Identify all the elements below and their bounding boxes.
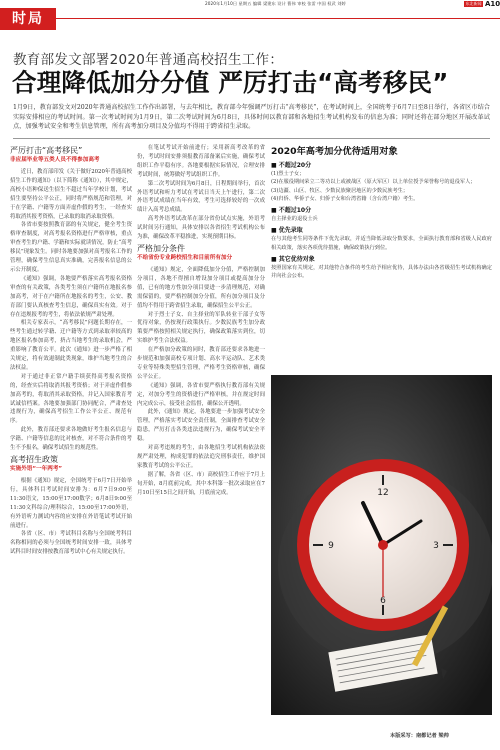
paragraph: 在笔试考试开始前进行；采用新高考改革的省份，考试时间安排须报教育部备案后实施，确保考试组织工作平稳有序。各地要根据实际情况，合理安排考试时间，统筹做好考试组织工作。: [137, 145, 265, 178]
bullet-heading: ■ 优先录取: [271, 227, 303, 235]
paragraph: 此外，教育部还要求各地做好考生报名信息与学籍、户籍等信息的比对核查，对不符合条件的考生不予报名，确保考试招生的规范性。: [10, 427, 132, 452]
article-headline: 合理降低加分分值 严厉打击“高考移民”: [12, 68, 449, 97]
subsection-heading: 严厉打击“高考移民”: [10, 146, 83, 155]
paragraph: 对于通过非正常户籍手续获得高考报名资格的，经查实后将取消其报考资格；对于弄虚作假参加高考的，将取消其录取资格，并记入国家教育考试诚信档案。各地要加强部门协同配合，严肃查处违规行为，确保高考招生工作公平公正、规范有序。: [10, 373, 132, 425]
column-1: [10, 144, 132, 557]
list-item: 按照国家有关规定，对其他符合条件的考生给予相应优待，具体办法由各省级招生考试机构确定并向社会公布。: [271, 265, 492, 280]
list-item: (4)归侨、华侨子女、归侨子女和台湾省籍（含台湾户籍）考生。: [271, 195, 419, 202]
paragraph: 高考外语考试改革在部分省份试点实施，外语考试时间另行通知，具体安排以各省招生考试机构公布为准，确保改革平稳推进，实现预期目标。: [137, 216, 265, 241]
page-number: A10: [485, 0, 500, 8]
clock-exam-illustration: [271, 375, 492, 715]
divider: [13, 138, 490, 139]
list-item: (3)边疆、山区、牧区、少数民族聚居地区的少数民族考生；: [271, 187, 409, 194]
bullet-heading: ■ 不超过10分: [271, 207, 312, 215]
issue-meta: 2020年1月10日 星期五 编辑 梁建东 设计 曹伟 审校 张雷 中国 权武 刘婷: [205, 1, 346, 6]
paragraph: 对高考违规的考生，由各地招生考试机构依法依规严肃处理，构成犯罪的依法追究刑事责任，维护国家教育考试的公平公正。: [137, 445, 265, 469]
article-lead: 1月9日，教育部发文对2020年普通高校招生工作作出部署，与去年相比，教育部今年强调严厉打击“高考移民”，在考试时间上，全国统考于6月7日至8日举行，各省区市结合实际安排相应的考试时间。第一次考试时间为1月9日，第二次考试时间为6月8日，具体时间以教育部和各地招生考试机构发布的信息为准；同时还将在部分地区开展改革试点，加强考试安全和考生信息管理，所有高考加分项目及分值均不得用于跨省招生录取。: [13, 104, 490, 131]
paragraph: 近日，教育部印发《关于做好2020年普通高校招生工作的通知》（以下简称《通知》），其中规定，高校小语种保送生招生不超过当年学校计划，考试招生要坚持公平公正，同时将严格规范和管理，对于在学籍、户籍等方面弄虚作假的考生，一经查实将取消其报考资格，已录取的取消录取资格。: [10, 169, 132, 220]
paragraph: 在严格加分政策的同时，教育部还要求各地进一步规范和加强高校专项计划、高水平运动队、艺术类专业等特殊类型招生管理，严格考生资格审核，确保公平公正。: [137, 347, 265, 380]
paragraph: 据了解，各省（区、市）高校招生工作应于7月上旬开始，8月底前完成，其中本科第一批次录取应在7月10日至15日之间开始，月底前完成。: [137, 471, 265, 496]
subsection-kicker: 非应届毕业等五类人员不得参加高考: [10, 157, 100, 163]
list-item: (2)在服役期间荣立二等功以上或被战区（原大军区）以上单位授予荣誉称号的退役军人；: [271, 179, 476, 186]
svg-text:12: 12: [377, 488, 389, 498]
subsection-heading: 高考招生政策: [10, 455, 58, 464]
paragraph: 《通知》强调，各地要严格落实高考报名资格审查的有关政策，各类考生须在户籍所在地报名参加高考，对于在户籍所在地报名的考生，公安、教育部门要认真核查考生信息，确保真实有效。对于存在违规报考的考生，将依法依规严肃处理。: [10, 275, 132, 318]
sidebar-title: 2020年高考加分优待适用对象: [271, 146, 398, 157]
paragraph: 各省（区、市）考试科目名称与全国统考科目名称相同的必须与全国统考时间安排一致，具体考试科目时间安排按教育部考试中心有关规定执行。: [10, 531, 132, 556]
outlet-tag: 东北新闻网: [465, 1, 482, 12]
list-item: 在与其他考生同等条件下优先录取，并适当降低录取分数要求，全面执行教育部和省级人民政府相关政策，落实各项优待措施，确保政策执行到位。: [271, 236, 492, 251]
paragraph: 相关专家表示，“高考移民”问题长期存在，一些考生通过转学籍、迁户籍等方式到录取率较高的地区报名参加高考，挤占当地考生的录取机会，严重影响了教育公平。此次《通知》进一步严格了相关规定，将有效遏制此类现象，维护当地考生的合法权益。: [10, 320, 132, 371]
byline: 本版采写：南都记者 梁帅: [390, 733, 449, 739]
list-item: (1)烈士子女；: [271, 171, 305, 177]
paragraph: 根据《通知》规定，全国统考于6月7日开始举行，具体科目考试时间安排为：6月7日9:00至11:30语文，15:00至17:00数学；6月8日9:00至11:30文科综合/理科综合，15:00至17:00外语，有外语听力测试内容的应安排在外语笔试考试开始前进行。: [10, 478, 132, 529]
masthead-strip: [0, 0, 500, 12]
paragraph: 《通知》规定，全面降低加分分值，严格控制加分项目，各地不得擅自增设加分项目或提高加分分值，已有的地方性加分项目要进一步清理规范，对确需保留的，要严格控制加分分值，所有加分项目及分值均不得用于跨省招生录取，确保招生公平公正。: [137, 266, 265, 309]
column-2: [137, 144, 265, 498]
section-rule: [56, 18, 500, 19]
paragraph: 各省市要按照教育部的有关规定，健全考生资格审查制度，对高考报名资格进行严格审核，重点审查考生的户籍、学籍和实际就读情况，防止“高考移民”现象发生。同时各地要加强对高考报名工作的管理，确保考生信息真实准确，完善报名信息的公示公开制度。: [10, 222, 132, 273]
section-header: [0, 8, 500, 30]
column-3-sidebar: [271, 144, 492, 281]
section-label: 时局: [0, 8, 56, 30]
bullet-heading: ■ 不超过20分: [271, 162, 312, 169]
bullet-heading: ■ 其它优待对象: [271, 256, 315, 264]
paragraph: 第二次考试时间为6月8日，日程期间举行，首次外语考试和听力考试在考试日当天上午进行，第二次外语考试成绩在当年有效，考生可选择较好的一次成绩计入高考总成绩。: [137, 180, 265, 214]
paragraph: 对于烈士子女、自主择业的军队转业干部子女等优待对象，仍按现行政策执行。少数民族考生加分政策要严格按照相关规定执行，确保政策落实到位，切实维护考生合法权益。: [137, 311, 265, 345]
paragraph: 《通知》强调，各省市要严格执行教育部有关规定，对加分考生的资格进行严格审核，并在规定时间内完成公示，接受社会监督，确保公开透明。: [137, 382, 265, 407]
subsection-kicker: 不给省份专业跨校招生和目前所有加分: [137, 254, 233, 261]
article-subhead: 教育部发文部署2020年普通高校招生工作：: [13, 52, 284, 68]
svg-text:3: 3: [433, 541, 439, 551]
svg-text:9: 9: [328, 541, 334, 551]
subsection-heading: 严格加分条件: [137, 243, 185, 253]
subsection-kicker: 实施外语“一年两考”: [10, 466, 63, 472]
paragraph: 此外，《通知》规定，各地要进一步加强考试安全管理，严格落实考试安全责任制，全面排查考试安全隐患，严厉打击各类违法违规行为，确保考试安全平稳。: [137, 409, 265, 443]
list-item: 自主择业的退役士兵: [271, 216, 318, 223]
svg-text:6: 6: [380, 596, 386, 606]
